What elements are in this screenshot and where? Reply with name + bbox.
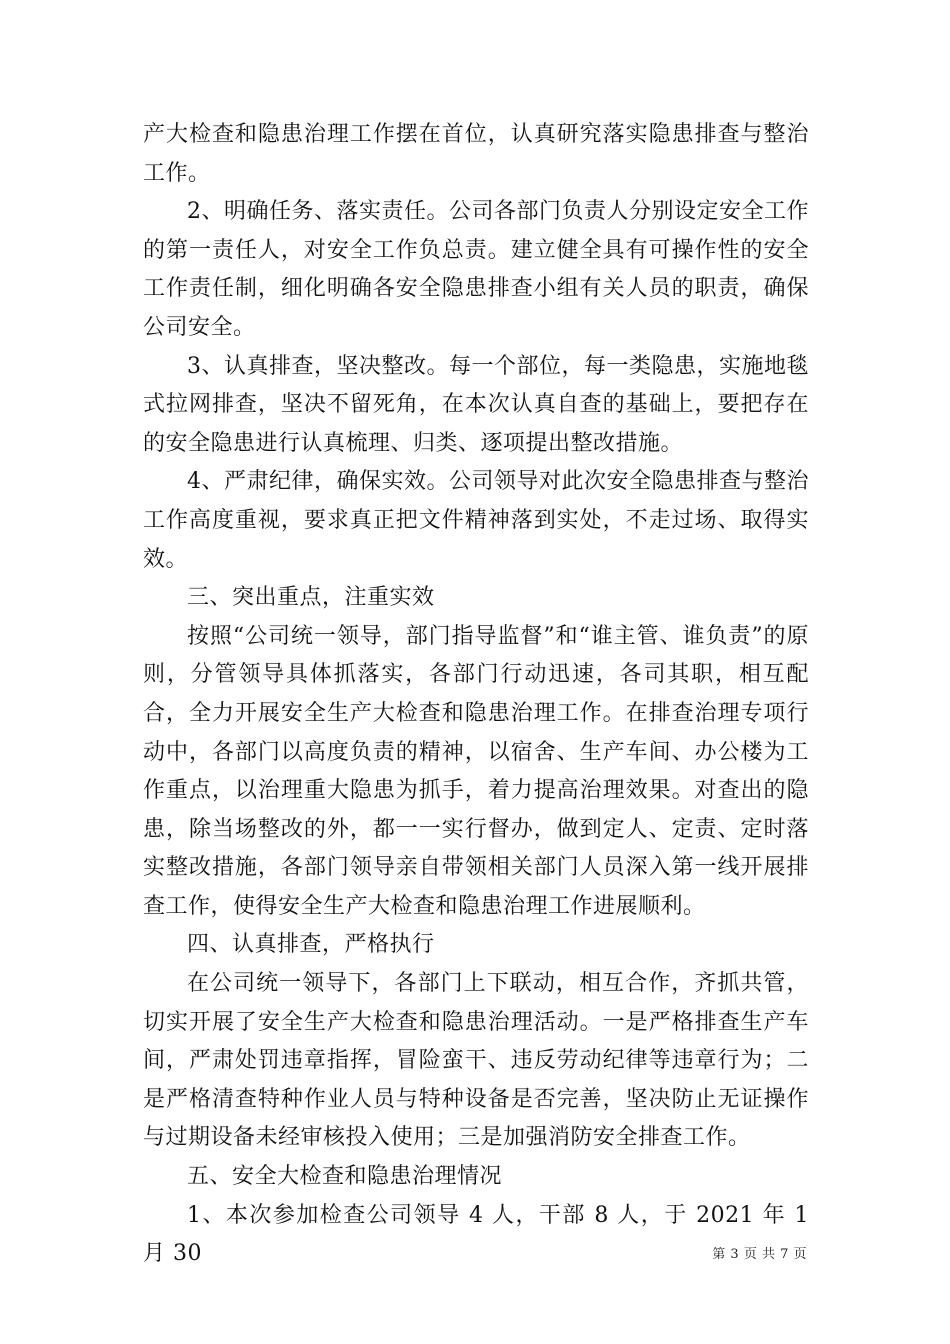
page-number-footer: 第 3 页 共 7 页: [712, 1247, 807, 1262]
section-heading-5: 五、安全大检查和隐患治理情况: [187, 1164, 503, 1190]
paragraph-item-2: 2、明确任务、落实责任。公司各部门负责人分别设定安全工作的第一责任人，对安全工作负总责。建立健全具有可操作性的安全工作责任制，细化明确各安全隐患排查小组有关人员的职责，确保公司安全。: [143, 199, 809, 340]
document-body: [143, 116, 809, 1274]
paragraph-item-3: 3、认真排查，坚决整改。每一个部位，每一类隐患，实施地毯式拉网排查，坚决不留死角，在本次认真自查的基础上，要把存在的安全隐患进行认真梳理、归类、逐项提出整改措施。: [143, 353, 809, 456]
paragraph-section-3-body: 按照“公司统一领导，部门指导监督”和“谁主管、谁负责”的原则，分管领导具体抓落实，各部门行动迅速，各司其职，相互配合，全力开展安全生产大检查和隐患治理工作。在排查治理专项行动中，各部门以高度负责的精神，以宿舍、生产车间、办公楼为工作重点，以治理重大隐患为抓手，着力提高治理效果。对查出的隐患，除当场整改的外，都一一实行督办，做到定人、定责、定时落实整改措施，各部门领导亲自带领相关部门人员深入第一线开展排查工作，使得安全生产大检查和隐患治理工作进展顺利。: [143, 623, 809, 919]
paragraph-section-5-item-1: 1、本次参加检查公司领导 4 人，干部 8 人，于 2021 年 1 月 30: [143, 1202, 809, 1267]
paragraph-continuation: 产大检查和隐患治理工作摆在首位，认真研究落实隐患排查与整治工作。: [143, 122, 809, 186]
section-heading-4: 四、认真排查，严格执行: [187, 932, 435, 958]
paragraph-item-4: 4、严肃纪律，确保实效。公司领导对此次安全隐患排查与整治工作高度重视，要求真正把文件精神落到实处，不走过场、取得实效。: [143, 469, 809, 572]
section-heading-3: 三、突出重点，注重实效: [187, 585, 435, 611]
paragraph-section-4-body: 在公司统一领导下，各部门上下联动，相互合作，齐抓共管，切实开展了安全生产大检查和隐患治理活动。一是严格排查生产车间，严肃处罚违章指挥，冒险蛮干、违反劳动纪律等违章行为；二是严格清查特种作业人员与特种设备是否完善，坚决防止无证操作与过期设备未经审核投入使用；三是加强消防安全排查工作。: [143, 971, 809, 1151]
